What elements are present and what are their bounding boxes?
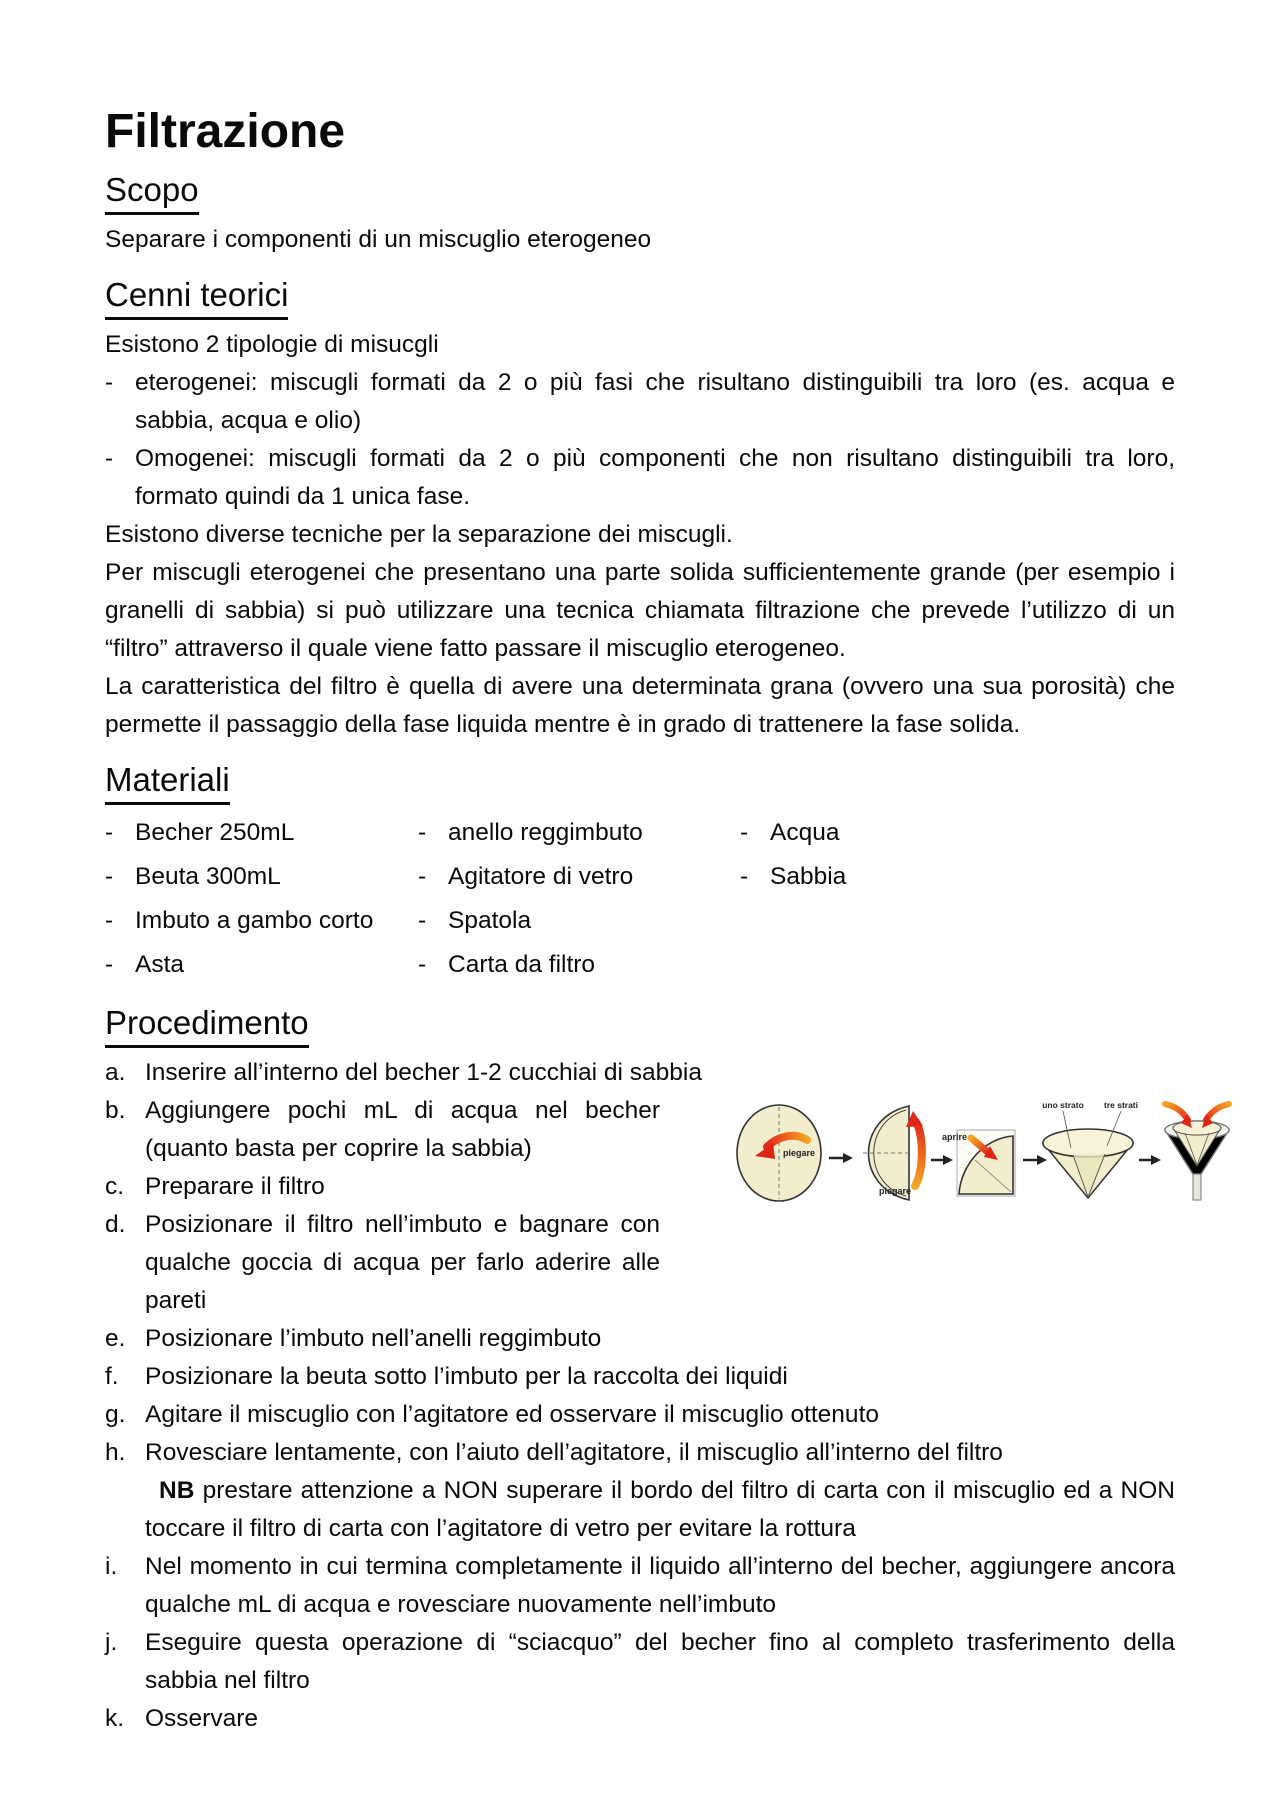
- materials-column-2: [418, 811, 740, 987]
- bullet-dash: -: [418, 819, 427, 846]
- material-item: - anello reggimbuto: [418, 811, 740, 855]
- procedure-step: [105, 1396, 1175, 1434]
- bullet-dash: -: [105, 819, 114, 846]
- cenni-intro: Esistono 2 tipologie di misucgli: [105, 331, 439, 358]
- material-item: - Spatola: [418, 899, 740, 943]
- step-text: Aggiungere pochi mL di acqua nel becher (quanto basta per coprire la sabbia): [145, 1097, 660, 1162]
- step-text: Preparare il filtro: [145, 1173, 325, 1200]
- step-label: k.: [105, 1705, 125, 1732]
- diagram-label-aprire: aprire: [941, 1132, 967, 1142]
- section-heading-materiali: Materiali: [105, 760, 1175, 805]
- filter-folding-figure: [660, 1092, 1233, 1203]
- procedure-step: [105, 1548, 1175, 1624]
- procedure-step: [105, 1358, 1175, 1396]
- procedure-step: [105, 1168, 660, 1206]
- paragraph: La caratteristica del filtro è quella di avere una determinata grana (ovvero una sua porosità) che permette il passaggio della fase liquida mentre è in grado di trattenere la fase solida.: [105, 673, 1175, 738]
- step-label: f.: [105, 1363, 119, 1390]
- step-label: c.: [105, 1173, 125, 1200]
- step-label: g.: [105, 1401, 126, 1428]
- step-label: b.: [105, 1097, 126, 1124]
- section-heading-scopo: Scopo: [105, 170, 1175, 215]
- material-item: - Beuta 300mL: [105, 855, 418, 899]
- bullet-item: [105, 440, 1175, 516]
- step-text: Eseguire questa operazione di “sciacquo” del becher fino al completo trasferimento della sabbia nel filtro: [145, 1629, 1175, 1694]
- material-item: - Asta: [105, 943, 418, 987]
- bullet-dash: -: [418, 907, 427, 934]
- section-heading-cenni-teorici: Cenni teorici: [105, 275, 1175, 320]
- material-item: - Carta da filtro: [418, 943, 740, 987]
- step-text: Nel momento in cui termina completamente il liquido all’interno del becher, aggiungere ancora qualche mL di acqua e rovesciare nuovamente nell’imbuto: [145, 1553, 1175, 1618]
- bullet-item: [105, 364, 1175, 440]
- step-funnel: [1165, 1104, 1229, 1200]
- procedure-steps-beside-figure: [105, 1092, 660, 1320]
- section-heading-procedimento: Procedimento: [105, 1003, 1175, 1048]
- procedure-step: [105, 1434, 1175, 1472]
- step-label: a.: [105, 1059, 126, 1086]
- procedure-step: [105, 1700, 1175, 1738]
- step-circle-paper: [737, 1105, 821, 1201]
- material-item: - Sabbia: [740, 855, 1175, 899]
- step-arrow-icon: [931, 1155, 953, 1165]
- step-label: d.: [105, 1211, 126, 1238]
- materials-column-1: [105, 811, 418, 987]
- step-label: i.: [105, 1553, 118, 1580]
- material-item: - Acqua: [740, 811, 1175, 855]
- scopo-text: Separare i componenti di un miscuglio eterogeneo: [105, 226, 652, 253]
- bullet-dash: -: [105, 907, 114, 934]
- bullet-text: Omogenei: miscugli formati da 2 o più componenti che non risultano distinguibili tra loro, formato quindi da 1 unica fase.: [135, 445, 1175, 510]
- diagram-label-uno-strato: uno strato: [1042, 1100, 1084, 1110]
- step-text: Posizionare la beuta sotto l’imbuto per la raccolta dei liquidi: [145, 1363, 788, 1390]
- step-text: Posizionare il filtro nell’imbuto e bagnare con qualche goccia di acqua per farlo aderire alle pareti: [145, 1211, 660, 1314]
- step-arrow-icon: [1023, 1155, 1047, 1165]
- material-item: - Imbuto a gambo corto: [105, 899, 418, 943]
- paragraph: Per miscugli eterogenei che presentano una parte solida sufficientemente grande (per esempio i granelli di sabbia) si può utilizzare una tecnica chiamata filtrazione che prevede l’utilizzo di un “filtro” attraverso il quale viene fatto passare il miscuglio eterogeneo.: [105, 559, 1175, 662]
- step-half-fold: [863, 1106, 923, 1200]
- step-arrow-icon: [829, 1153, 853, 1163]
- diagram-label-piegare-1: piegare: [783, 1148, 816, 1158]
- material-item: - Becher 250mL: [105, 811, 418, 855]
- bullet-dash: -: [740, 863, 749, 890]
- step-text: Posizionare l’imbuto nell’anelli reggimbuto: [145, 1325, 602, 1352]
- step-label: e.: [105, 1325, 126, 1352]
- procedure-step: [105, 1092, 660, 1168]
- bullet-dash: -: [418, 951, 427, 978]
- bullet-text: eterogenei: miscugli formati da 2 o più fasi che risultano distinguibili tra loro (es. acqua e sabbia, acqua e olio): [135, 369, 1175, 434]
- bullet-dash: -: [105, 951, 114, 978]
- materials-column-3: [740, 811, 1175, 987]
- bullet-dash: -: [418, 863, 427, 890]
- diagram-label-tre-strati: tre strati: [1103, 1100, 1139, 1110]
- bullet-dash: -: [105, 369, 114, 396]
- procedure-middle-block: [105, 1092, 1175, 1320]
- step-arrow-icon: [1139, 1155, 1161, 1165]
- step-label: h.: [105, 1439, 126, 1466]
- procedure-step: [105, 1320, 1175, 1358]
- bullet-dash: -: [105, 863, 114, 890]
- diagram-label-piegare-2: piegare: [879, 1186, 912, 1196]
- step-quarter-fold: [942, 1130, 1015, 1196]
- materials-list: [105, 811, 1175, 987]
- filter-folding-diagram: [733, 1098, 1233, 1203]
- step-text: Osservare: [145, 1705, 259, 1732]
- step-label: j.: [105, 1629, 118, 1656]
- step-opened-cone: [1042, 1100, 1138, 1198]
- paragraph: Esistono diverse tecniche per la separazione dei miscugli.: [105, 521, 733, 548]
- bullet-dash: -: [105, 445, 114, 472]
- procedure-step: [105, 1054, 1175, 1092]
- procedure-step: [105, 1206, 660, 1320]
- page-title: Filtrazione: [105, 105, 346, 158]
- material-item: - Agitatore di vetro: [418, 855, 740, 899]
- nb-text: prestare attenzione a NON superare il bordo del filtro di carta con il miscuglio ed a NON toccare il filtro di carta con l’agitatore di vetro per evitare la rottura: [145, 1477, 1175, 1542]
- bullet-dash: -: [740, 819, 749, 846]
- step-text: Inserire all’interno del becher 1-2 cucchiai di sabbia: [145, 1059, 703, 1086]
- step-text: Agitare il miscuglio con l’agitatore ed osservare il miscuglio ottenuto: [145, 1401, 879, 1428]
- nb-note: [145, 1472, 1175, 1548]
- procedure-step: [105, 1624, 1175, 1700]
- step-text: Rovesciare lentamente, con l’aiuto dell’agitatore, il miscuglio all’interno del filtro: [145, 1439, 1003, 1466]
- nb-label: NB: [159, 1477, 195, 1504]
